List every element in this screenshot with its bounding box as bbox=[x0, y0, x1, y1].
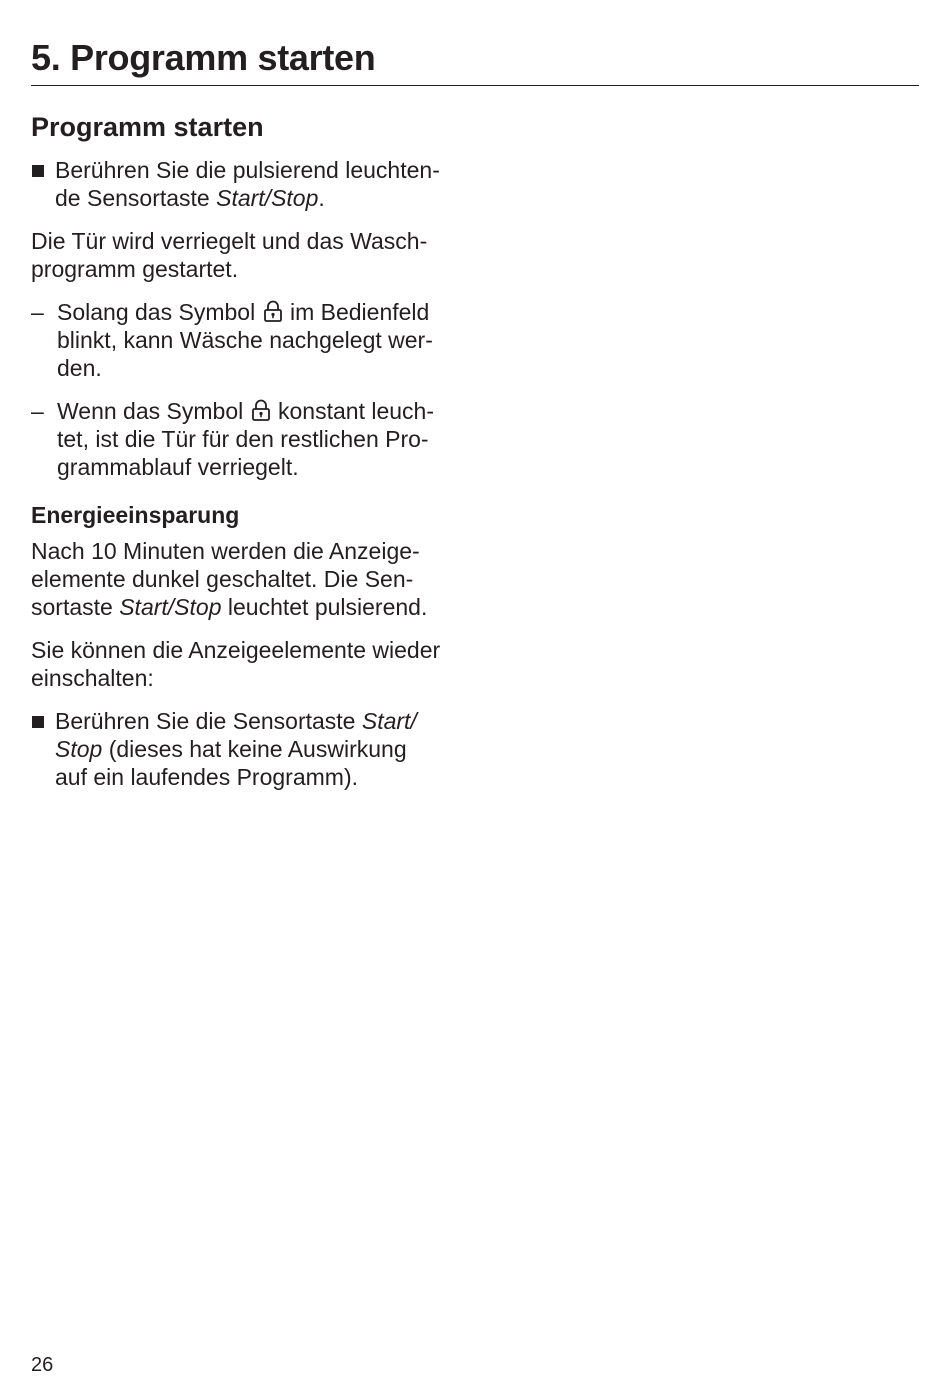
page-number: 26 bbox=[31, 1354, 54, 1376]
step-bullet-touch: Berühren Sie die Sensortaste Start/ Stop (dieses hat keine Auswirkung auf ein laufendes Programm). bbox=[31, 707, 471, 791]
subsection-title: Energieeinsparung bbox=[31, 502, 240, 528]
square-bullet-icon bbox=[32, 716, 44, 728]
square-bullet-icon bbox=[32, 165, 44, 177]
door-locked-paragraph: Die Tür wird verriegelt und das Wasch- programm gestartet. bbox=[31, 228, 428, 282]
padlock-icon bbox=[251, 398, 271, 422]
sensor-key-label: Start/ bbox=[361, 708, 417, 734]
dash-marker: – bbox=[31, 398, 44, 424]
dash-marker: – bbox=[31, 299, 44, 325]
header-rule bbox=[31, 85, 919, 86]
chapter-title: 5. Programm starten bbox=[31, 37, 376, 78]
sensor-key-label: Stop bbox=[55, 736, 103, 762]
energy-saving-paragraph: Nach 10 Minuten werden die Anzeige- elemente dunkel geschaltet. Die Sen- sortaste Start/Stop leuchtet pulsierend. bbox=[31, 538, 428, 620]
section-title: Programm starten bbox=[31, 112, 264, 142]
dash-item-constant: – Wenn das Symbol konstant leuch- tet, ist die Tür für den restlichen Pro- grammablauf verriegelt. bbox=[31, 398, 434, 480]
step-bullet-start: Berühren Sie die pulsierend leuchten- de Sensortaste Start/Stop. bbox=[31, 156, 471, 212]
padlock-icon bbox=[263, 299, 283, 323]
reactivate-paragraph: Sie können die Anzeigeelemente wieder einschalten: bbox=[31, 637, 441, 691]
sensor-key-label: Start/Stop bbox=[216, 185, 319, 211]
dash-item-blinking: – Solang das Symbol im Bedienfeld blinkt, kann Wäsche nachgelegt wer- den. bbox=[31, 299, 433, 381]
sensor-key-label: Start/Stop bbox=[119, 594, 222, 620]
content-column bbox=[31, 108, 471, 806]
